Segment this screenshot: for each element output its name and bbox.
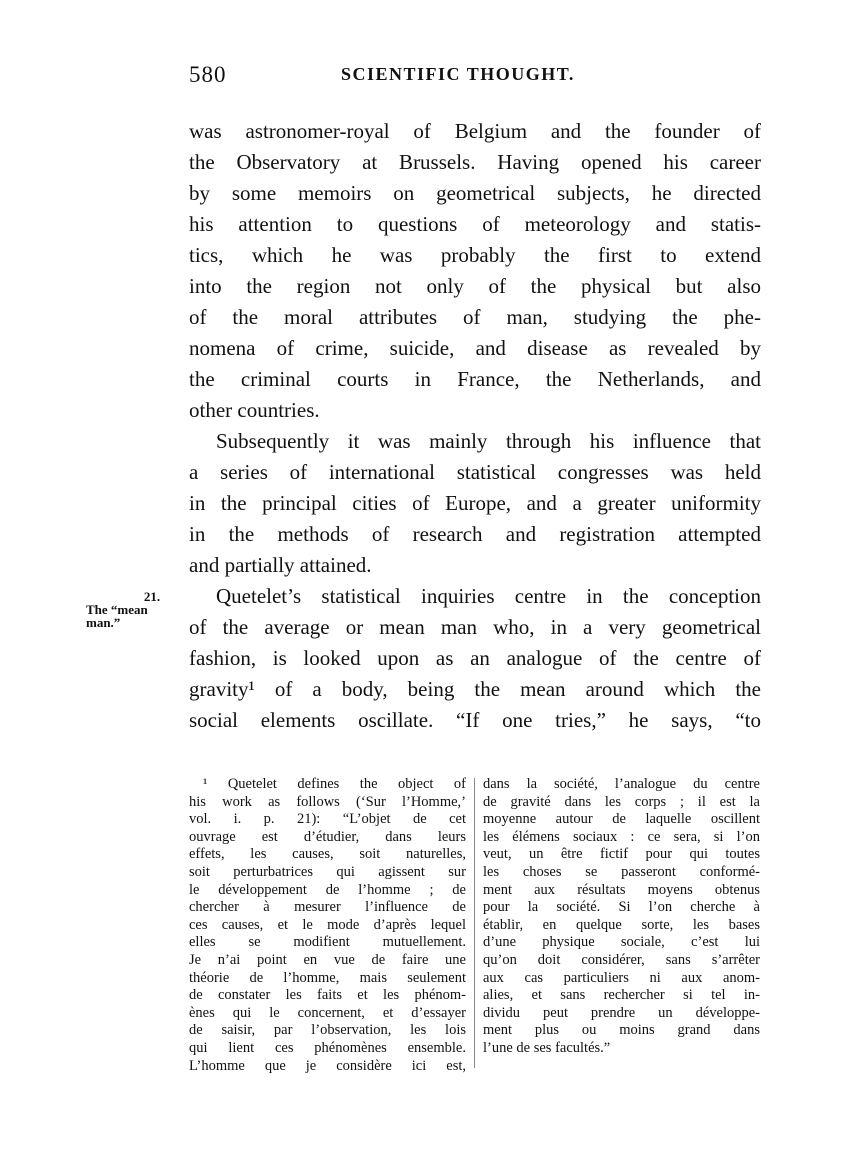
footnote-line: vol. i. p. 21): “L’objet de cet: [189, 811, 466, 828]
footnote-line: de gravité dans les corps ; il est la: [483, 793, 760, 810]
footnote-line: his work as follows (‘Sur l’Homme,’: [189, 793, 466, 810]
footnote-line: alies, et sans rechercher si tel in-: [483, 987, 760, 1004]
body-line: was astronomer-royal of Belgium and the founder of: [189, 119, 761, 143]
margin-note-line: man.”: [86, 615, 121, 630]
footnote-line: ouvrage est d’étudier, dans leurs: [189, 828, 466, 845]
page-number: 580: [189, 62, 227, 87]
body-line: by some memoirs on geometrical subjects, he directed: [189, 181, 761, 205]
footnote-line: les choses se passeront conformé-: [483, 863, 760, 880]
footnote-line: de saisir, par l’observation, les lois: [189, 1022, 466, 1039]
body-line: of the average or mean man who, in a very geometrical: [189, 615, 761, 639]
footnote-line: ènes qui le concernent, et d’essayer: [189, 1004, 466, 1021]
footnote-line: qu’on doit considérer, sans s’arrêter: [483, 951, 760, 968]
footnote-line: l’une de ses facultés.”: [483, 1039, 611, 1056]
footnote-line: ment plus ou moins grand dans: [483, 1022, 760, 1039]
footnote-line: les élémens sociaux : ce sera, si l’on: [483, 828, 760, 845]
margin-note-number: 21.: [143, 589, 161, 604]
footnote-column-right: [483, 776, 760, 1058]
footnote-line: ment aux résultats moyens obtenus: [483, 881, 760, 898]
body-line: social elements oscillate. “If one tries,” he says, “to: [189, 708, 761, 732]
footnote-line: effets, les causes, soit naturelles,: [189, 846, 466, 863]
running-head: SCIENTIFIC THOUGHT.: [341, 64, 575, 84]
body-line: a series of international statistical congresses was held: [189, 460, 761, 484]
body-line: tics, which he was probably the first to extend: [189, 243, 761, 267]
body-line: the Observatory at Brussels. Having opened his career: [189, 150, 761, 174]
body-line: nomena of crime, suicide, and disease as revealed by: [189, 336, 761, 360]
margin-note: [86, 590, 180, 629]
body-line: his attention to questions of meteorology and statis-: [189, 212, 761, 236]
body-line: in the principal cities of Europe, and a greater uniformity: [189, 491, 761, 515]
footnote-line: d’une physique sociale, c’est lui: [483, 934, 760, 951]
body-line: and partially attained.: [189, 553, 372, 577]
footnote-line: ces causes, et le mode d’après lequel: [189, 916, 466, 933]
body-line: Quetelet’s statistical inquiries centre in the conception: [216, 584, 761, 608]
footnote-line: chercher à mesurer l’influence de: [189, 899, 466, 916]
body-line: gravity¹ of a body, being the mean around which the: [189, 677, 761, 701]
body-line: Subsequently it was mainly through his influence that: [216, 429, 761, 453]
page-header: [189, 62, 761, 90]
body-line: into the region not only of the physical but also: [189, 274, 761, 298]
footnote-line: le développement de l’homme ; de: [189, 881, 466, 898]
footnote-line: veut, un être fictif pour qui toutes: [483, 846, 760, 863]
footnote-line: dans la société, l’analogue du centre: [483, 776, 760, 792]
footnote-column-left: [189, 776, 466, 1075]
body-line: fashion, is looked upon as an analogue of the centre of: [189, 646, 761, 670]
body-line: in the methods of research and registration attempted: [189, 522, 761, 546]
column-divider: [474, 778, 475, 1068]
margin-note-line: The “mean: [86, 602, 148, 617]
footnote-line: pour la société. Si l’on cherche à: [483, 899, 760, 916]
footnote-line: Je n’ai point en vue de faire une: [189, 951, 466, 968]
footnote-line: qui lient ces phénomènes ensemble.: [189, 1039, 466, 1056]
footnote-line: de constater les faits et les phénom-: [189, 987, 466, 1004]
footnote-line: dividu peut prendre un développe-: [483, 1004, 760, 1021]
body-line: the criminal courts in France, the Netherlands, and: [189, 367, 761, 391]
footnote-line: ¹ Quetelet defines the object of: [203, 776, 466, 792]
footnote-line: aux cas particuliers ni aux anom-: [483, 969, 760, 986]
body-text: [189, 116, 761, 736]
footnote-line: soit perturbatrices qui agissent sur: [189, 863, 466, 880]
footnote-line: établir, en quelque sorte, les bases: [483, 916, 760, 933]
footnote-line: L’homme que je considère ici est,: [189, 1057, 466, 1074]
body-line: other countries.: [189, 398, 320, 422]
footnote-line: elles se modifient mutuellement.: [189, 934, 466, 951]
body-line: of the moral attributes of man, studying the phe-: [189, 305, 761, 329]
footnote-line: théorie de l’homme, mais seulement: [189, 969, 466, 986]
footnote-line: moyenne autour de laquelle oscillent: [483, 811, 760, 828]
